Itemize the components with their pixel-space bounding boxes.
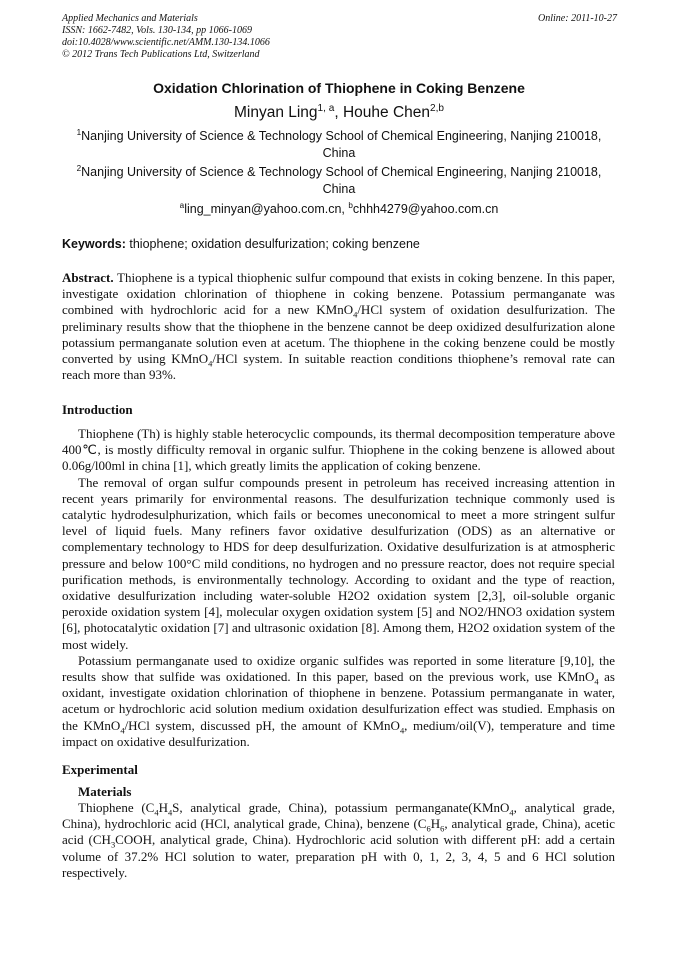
paragraph-text: S, analytical grade, China), potassium permanganate(KMnO: [172, 800, 510, 815]
issn-line: ISSN: 1662-7482, Vols. 130-134, pp 1066-1069: [62, 25, 252, 36]
affiliation-text: Nanjing University of Science & Technology School of Chemical Engineering, Nanjing 210018, China: [81, 165, 602, 196]
subscript: 4: [509, 807, 514, 818]
email-mark: a: [179, 200, 185, 210]
paragraph: The removal of organ sulfur compounds present in petroleum has received increasing attention in recent years primarily for environmental reasons. The desulfurization technique commonly used is catalytic hydrodesulphurization, which fails or becomes uneconomical to meet a more stringent sulfur level of liquid fuels. Many refiners favor oxidative desulfurization (ODS) as an alternative or complementary technology to HDS for deep desulfurization. Oxidative desulfurization is at atmospheric pressure and below 100°C mild conditions, no hydrogen and no pressure reactor, does not require special purification methods, is environmentally technology. According to oxidant and the type of reaction, oxidative desulfurization including water-soluble H2O2 oxidation system [2,3], oil-soluble organic peroxide oxidation system [4], molecular oxygen oxidation system [5] and NO2/HNO3 oxidation system [6], photocatalytic oxidation [7] and ultrasonic oxidation [8]. Among them, H2O2 oxidation system of the most widely.: [62, 474, 615, 652]
subscript: 4: [167, 807, 173, 818]
author-name: Minyan Ling: [233, 104, 318, 121]
email-link[interactable]: ling_minyan@yahoo.com.cn: [184, 202, 342, 216]
abstract-text: Thiophene is a typical thiophenic sulfur compound that exists in coking benzene. In this paper, investigate oxidation chlorination of thiophene in coking benzene. Potassium permanganate was combined with hydrochloric acid for a new KMnO: [62, 270, 615, 318]
affiliation-mark: 1: [76, 127, 82, 137]
section-heading-experimental: Experimental: [62, 762, 138, 777]
subscript: 6: [440, 823, 445, 834]
subscript: 6: [426, 823, 431, 834]
subscript: 4: [353, 310, 358, 320]
online-date: Online: 2011-10-27: [538, 13, 617, 24]
subsection-heading-materials: Materials: [78, 784, 132, 799]
subscript: 4: [594, 676, 599, 687]
subscript: 3: [110, 840, 116, 850]
email-link[interactable]: chhh4279@yahoo.com.cn: [352, 202, 499, 216]
paragraph-text: COOH, analytical grade, China). Hydrochloric acid solution with different pH: add a certain volume of 37.2% HCl solution to water, preparation pH with 0, 1, 2, 3, 4, 5 and 6 HCl solution respectively.: [62, 832, 615, 880]
paragraph-text: , medium/oil(V), temperature and time impact on oxidative desulfurization.: [62, 717, 616, 749]
paragraph-text: Potassium permanganate used to oxidize organic sulfides was reported in some literature [9,10], the results show that sulfide was oxidationed. In this paper, based on the previous work, use KMnO: [62, 652, 615, 685]
paragraph: Thiophene (Th) is highly stable heterocyclic compounds, its thermal decomposition temperature above 400℃, is mostly difficulty removal in organic sulfur. Thiophene in the coking benzene is allowed about 0.06g/l00ml in china [1], which greatly limits the application of coking benzene.: [62, 426, 615, 474]
author-line: [40, 104, 638, 122]
author-affiliation-mark: 1, a: [317, 102, 335, 114]
abstract-label: Abstract.: [62, 270, 114, 285]
copyright-line: © 2012 Trans Tech Publications Ltd, Switzerland: [62, 49, 260, 60]
paragraph-text: /HCl system, discussed pH, the amount of KMnO: [124, 717, 400, 733]
journal-header: [62, 13, 617, 61]
paper-title: Oxidation Chlorination of Thiophene in Coking Benzene: [153, 80, 525, 96]
paragraph-text: , analytical grade, China), hydrochloric acid (HCl, analytical grade, China), benzene (C: [62, 800, 615, 832]
affiliation-mark: 2: [76, 163, 82, 173]
affiliation-1: [70, 128, 608, 162]
paragraph-text: Thiophene (C: [78, 800, 155, 815]
paragraph-text: H: [158, 800, 168, 815]
paragraph: [62, 653, 615, 750]
email-line: [40, 202, 638, 216]
paragraph-text: H: [430, 816, 441, 832]
author-separator: ,: [334, 104, 343, 121]
subscript: 4: [154, 807, 159, 818]
keywords-text: thiophene; oxidation desulfurization; coking benzene: [125, 237, 420, 251]
author-name: Houhe Chen: [342, 104, 431, 121]
keywords: [62, 237, 617, 251]
paragraph-text: , analytical grade, China), acetic acid (CH: [62, 816, 615, 848]
author-affiliation-mark: 2,b: [430, 102, 445, 114]
email-separator: ,: [341, 202, 349, 216]
introduction-body: [62, 426, 615, 750]
section-heading-introduction: Introduction: [62, 402, 133, 417]
keywords-label: Keywords:: [62, 237, 126, 251]
abstract-text: /HCl system of oxidation desulfurization. The preliminary results show that the thiophene in the benzene cannot be deep oxidized desulfurization alone potassium permanganate solution even at acetum. The thiophene in the coking benzene could be mostly converted by using KMnO: [62, 302, 615, 367]
doi-link[interactable]: doi:10.4028/www.scientific.net/AMM.130-134.1066: [62, 37, 270, 48]
materials-paragraph: [62, 800, 615, 881]
paragraph-text: as oxidant, investigate oxidation chlorination of thiophene in benzene. Potassium permanganate in water, acetum or hydrochloric acid solution medium oxidation desulfurization effect was studied. Emphasis on the KMnO: [62, 669, 615, 733]
abstract: [62, 270, 615, 383]
affiliation-2: [70, 164, 608, 198]
subscript: 4: [208, 358, 213, 369]
affiliation-text: Nanjing University of Science & Technology School of Chemical Engineering, Nanjing 210018, China: [81, 129, 602, 160]
subscript: 4: [399, 725, 405, 736]
journal-name: Applied Mechanics and Materials: [62, 13, 198, 24]
abstract-text: /HCl system. In suitable reaction conditions thiophene’s removal rate can reach more than 93%.: [62, 351, 615, 383]
email-mark: b: [348, 200, 353, 210]
subscript: 4: [120, 725, 125, 736]
